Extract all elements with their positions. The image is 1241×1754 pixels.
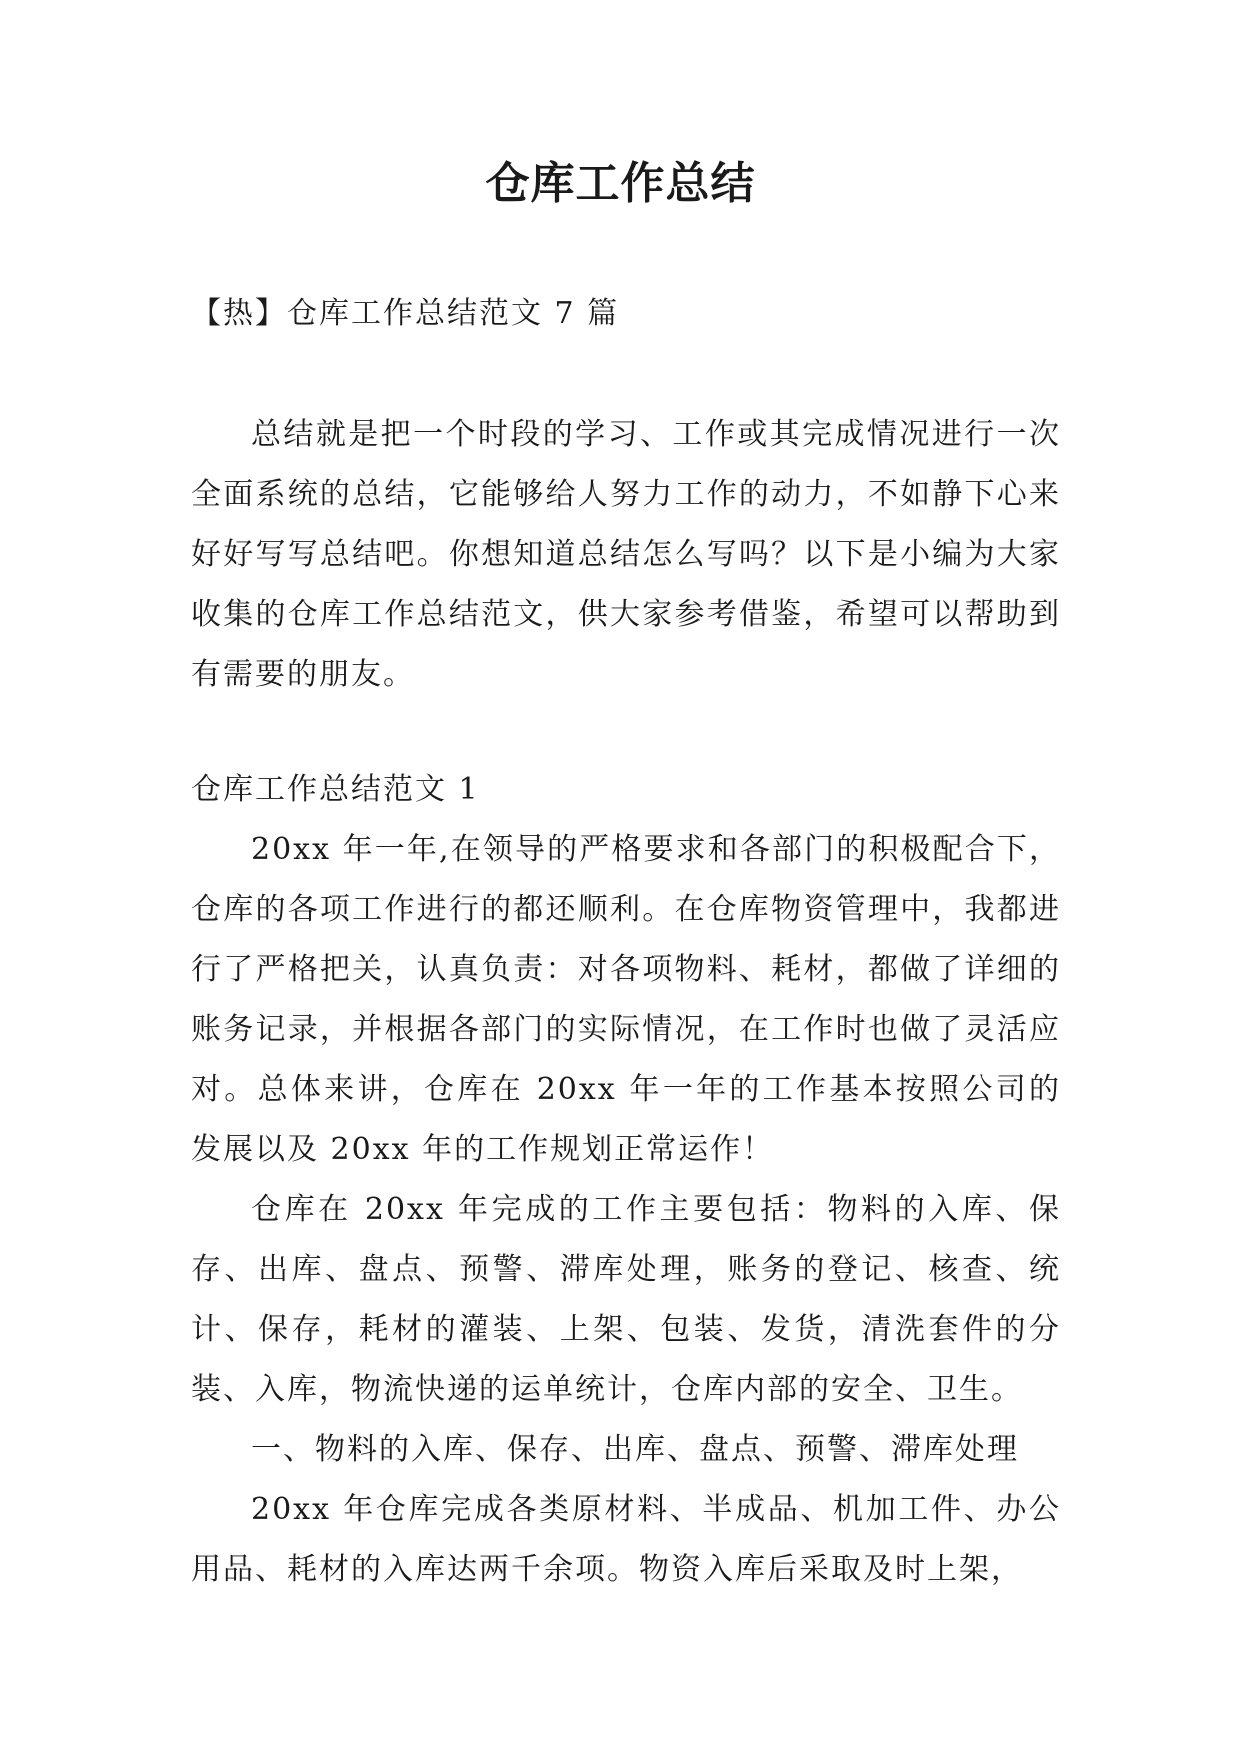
section-subheading: 一、物料的入库、保存、出库、盘点、预警、滞库处理 bbox=[251, 1432, 1019, 1467]
section-paragraph: 20xx 年仓库完成各类原材料、半成品、机加工件、办公用品、耗材的入库达两千余项。物资入库后采取及时上架， bbox=[191, 1492, 1061, 1587]
section-paragraph: 仓库在 20xx 年完成的工作主要包括：物料的入库、保存、出库、盘点、预警、滞库处理，账务的登记、核查、统计、保存，耗材的灌装、上架、包装、发货，清洗套件的分装、入库，物流快递的运单统计，仓库内部的安全、卫生。 bbox=[191, 1192, 1061, 1407]
section-heading: 仓库工作总结范文 1 bbox=[191, 772, 480, 807]
document-title: 仓库工作总结 bbox=[485, 158, 756, 209]
section-paragraph: 20xx 年一年,在领导的严格要求和各部门的积极配合下，仓库的各项工作进行的都还顺利。在仓库物资管理中，我都进行了严格把关，认真负责：对各项物料、耗材，都做了详细的账务记录，并根据各部门的实际情况，在工作时也做了灵活应对。总体来讲，仓库在 20xx 年一年的工作基本按照公司的发展以及 20xx 年的工作规划正常运作！ bbox=[191, 832, 1061, 1167]
intro-paragraph: 总结就是把一个时段的学习、工作或其完成情况进行一次全面系统的总结，它能够给人努力工作的动力，不如静下心来好好写写总结吧。你想知道总结怎么写吗？以下是小编为大家收集的仓库工作总结范文，供大家参考借鉴，希望可以帮助到有需要的朋友。 bbox=[191, 417, 1061, 692]
section-example-1 bbox=[191, 760, 1061, 1600]
document-subtitle: 【热】仓库工作总结范文 7 篇 bbox=[191, 296, 620, 331]
